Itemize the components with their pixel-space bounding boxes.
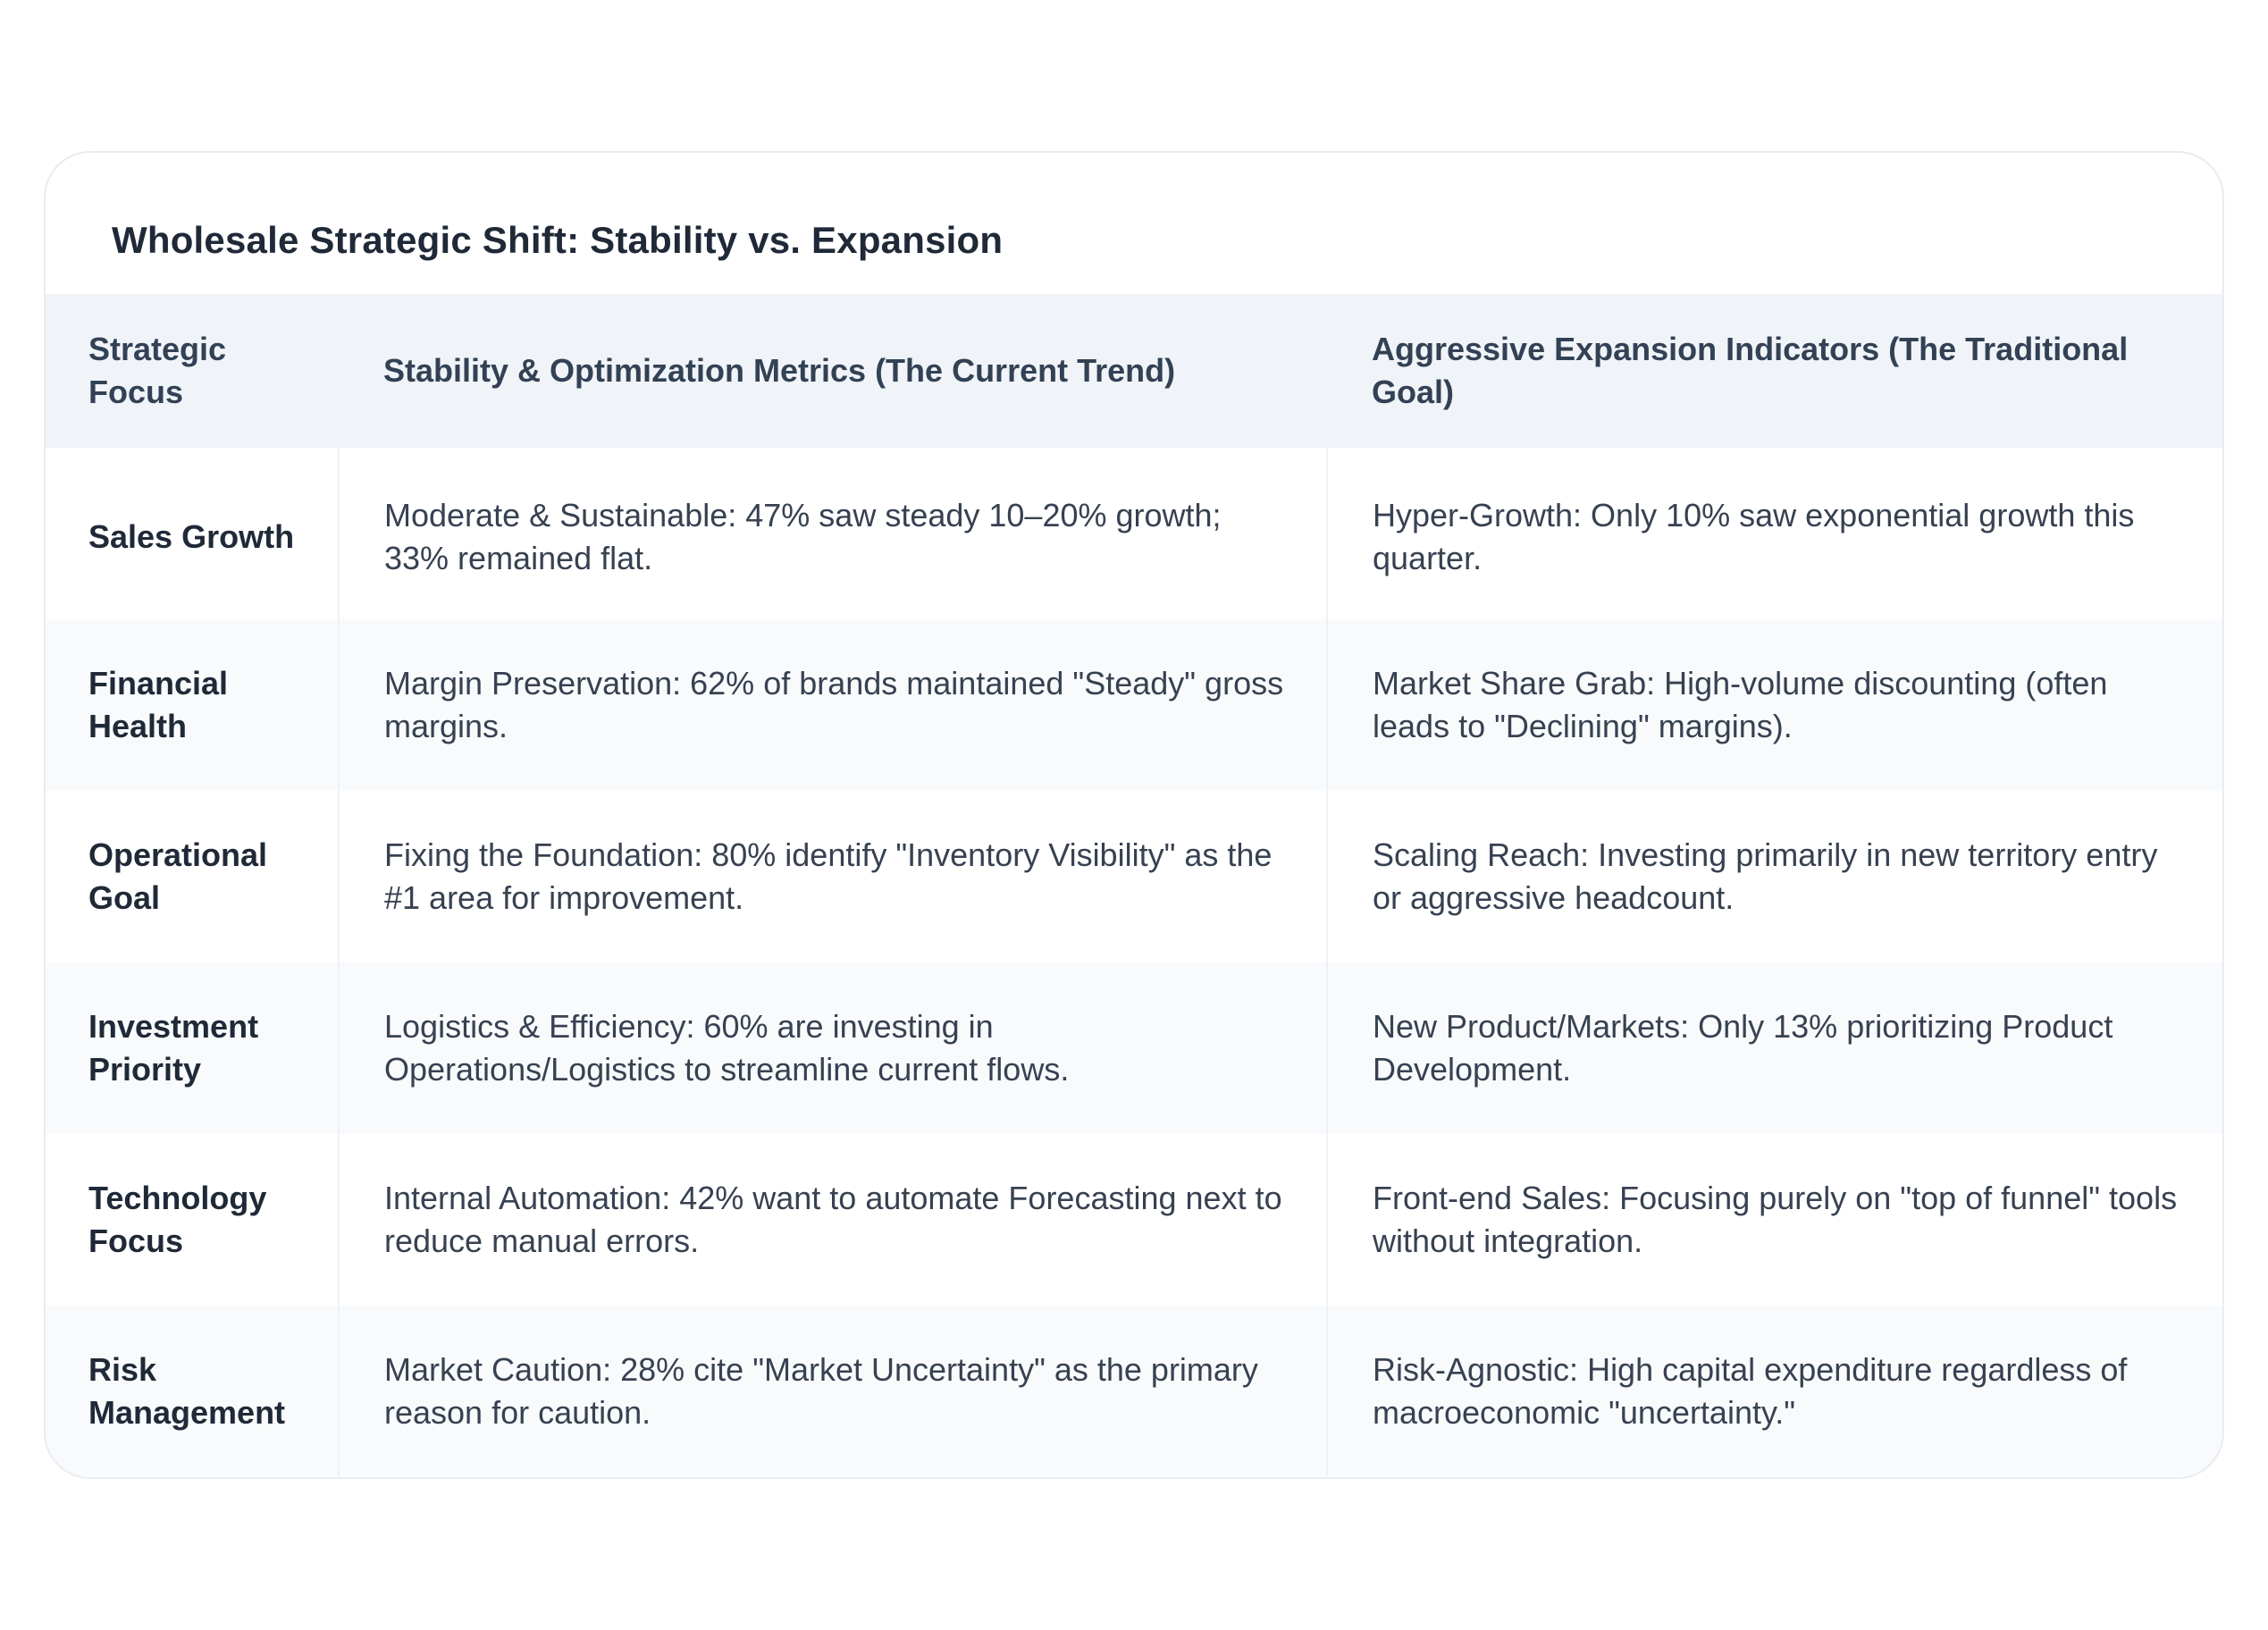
row-stability-cell: Fixing the Foundation: 80% identify "Inventory Visibility" as the #1 area for improvement. <box>339 791 1327 962</box>
row-focus-cell: Technology Focus <box>88 1180 267 1259</box>
row-stability-cell: Margin Preservation: 62% of brands maintained "Steady" gross margins. <box>339 619 1327 791</box>
comparison-card <box>44 151 2224 1479</box>
table-row <box>46 1306 2222 1476</box>
comparison-table <box>46 294 2222 1476</box>
row-focus-cell: Financial Health <box>88 665 229 744</box>
row-expansion-cell: Front-end Sales: Focusing purely on "top of funnel" tools without integration. <box>1327 1134 2222 1306</box>
table-row <box>46 962 2222 1134</box>
table-row <box>46 448 2222 619</box>
row-focus-cell: Sales Growth <box>88 518 295 555</box>
row-expansion-cell: Market Share Grab: High-volume discounting (often leads to "Declining" margins). <box>1327 619 2222 791</box>
row-expansion-cell: New Product/Markets: Only 13% prioritizing Product Development. <box>1327 962 2222 1134</box>
column-header-stability: Stability & Optimization Metrics (The Current Trend) <box>383 352 1176 389</box>
row-stability-cell: Logistics & Efficiency: 60% are investing in Operations/Logistics to streamline current flows. <box>339 962 1327 1134</box>
row-focus-cell: Investment Priority <box>88 1008 259 1088</box>
row-stability-cell: Moderate & Sustainable: 47% saw steady 10–20% growth; 33% remained flat. <box>339 448 1327 619</box>
table-title: Wholesale Strategic Shift: Stability vs. Expansion <box>112 219 1004 261</box>
table-header-row <box>46 294 2222 448</box>
row-stability-cell: Market Caution: 28% cite "Market Uncertainty" as the primary reason for caution. <box>339 1306 1327 1476</box>
row-focus-cell: Risk Management <box>88 1350 286 1431</box>
row-focus-cell: Operational Goal <box>88 836 268 916</box>
row-stability-cell: Internal Automation: 42% want to automate Forecasting next to reduce manual errors. <box>339 1134 1327 1306</box>
table-row <box>46 791 2222 962</box>
table-row <box>46 619 2222 791</box>
row-expansion-cell: Hyper-Growth: Only 10% saw exponential growth this quarter. <box>1327 448 2222 619</box>
column-header-strategic-focus: Strategic Focus <box>88 331 227 410</box>
row-expansion-cell: Scaling Reach: Investing primarily in new territory entry or aggressive headcount. <box>1327 791 2222 962</box>
row-expansion-cell: Risk-Agnostic: High capital expenditure regardless of macroeconomic "uncertainty." <box>1327 1306 2222 1476</box>
column-header-expansion: Aggressive Expansion Indicators (The Traditional Goal) <box>1372 331 2129 410</box>
table-row <box>46 1134 2222 1306</box>
